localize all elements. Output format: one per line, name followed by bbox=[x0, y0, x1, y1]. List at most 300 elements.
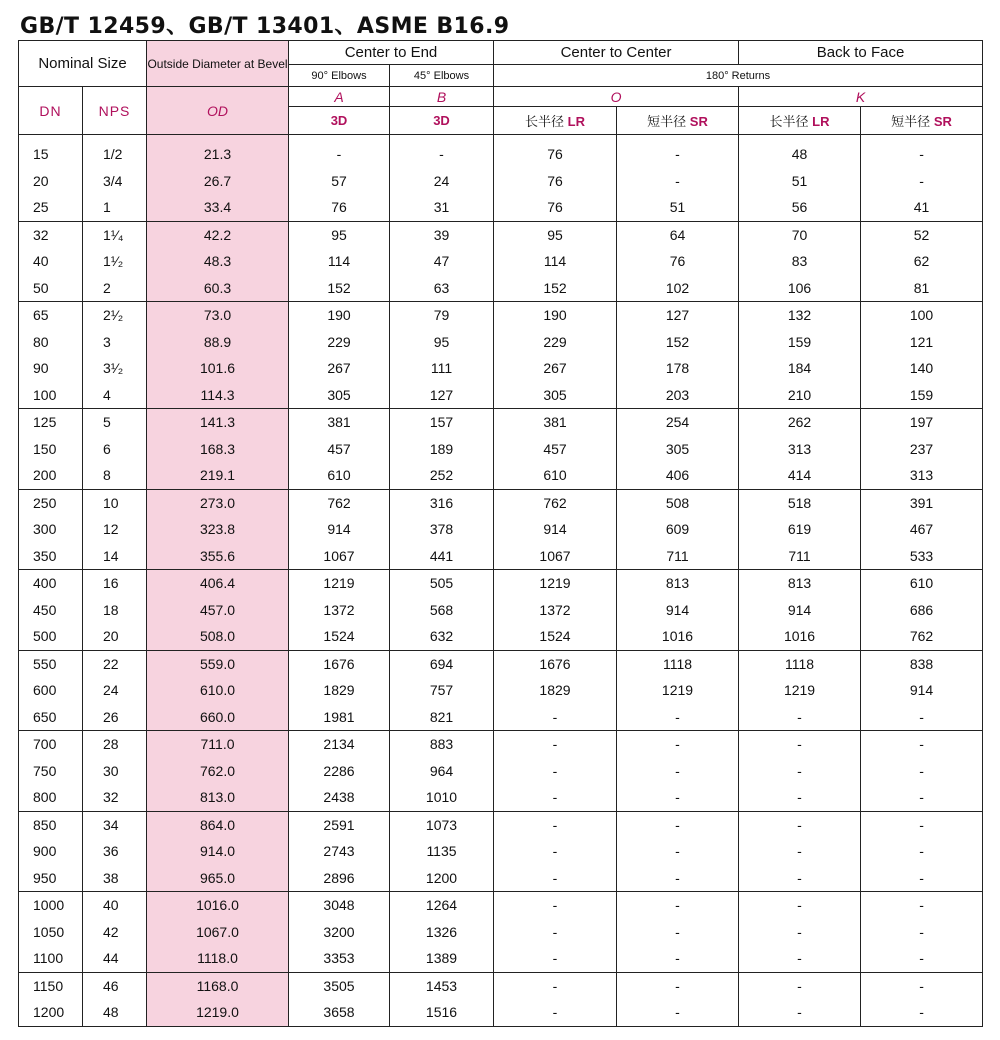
cell-od: 660.0 bbox=[147, 704, 289, 731]
cell-b-3d: 316 bbox=[390, 489, 494, 516]
cell-o-sr: - bbox=[617, 811, 739, 838]
cell-o-sr: 152 bbox=[617, 329, 739, 356]
cell-o-sr: - bbox=[617, 784, 739, 811]
cell-od: 168.3 bbox=[147, 436, 289, 463]
cell-k-sr: - bbox=[861, 168, 983, 195]
cell-k-lr: 619 bbox=[739, 516, 861, 543]
cell-b-3d: 157 bbox=[390, 409, 494, 436]
cell-k-sr: - bbox=[861, 838, 983, 865]
cell-k-lr: - bbox=[739, 945, 861, 972]
cell-k-sr: - bbox=[861, 704, 983, 731]
cell-b-3d: 63 bbox=[390, 275, 494, 302]
cell-k-sr: 81 bbox=[861, 275, 983, 302]
cell-o-lr: - bbox=[494, 838, 617, 865]
cell-dn: 800 bbox=[19, 784, 83, 811]
cell-k-sr: 762 bbox=[861, 623, 983, 650]
cell-b-3d: 821 bbox=[390, 704, 494, 731]
cell-dn: 300 bbox=[19, 516, 83, 543]
cell-nps: 20 bbox=[83, 623, 147, 650]
cell-dn: 90 bbox=[19, 355, 83, 382]
cell-o-lr: 267 bbox=[494, 355, 617, 382]
cell-nps: 18 bbox=[83, 597, 147, 624]
cell-k-lr: 56 bbox=[739, 194, 861, 221]
cell-dn: 80 bbox=[19, 329, 83, 356]
cell-o-sr: - bbox=[617, 135, 739, 168]
cell-dn: 350 bbox=[19, 543, 83, 570]
cell-o-lr: - bbox=[494, 784, 617, 811]
cell-o-sr: 102 bbox=[617, 275, 739, 302]
cell-od: 864.0 bbox=[147, 811, 289, 838]
header-outside-diameter: Outside Diameter at Bevel bbox=[147, 41, 289, 87]
cell-o-lr: 1524 bbox=[494, 623, 617, 650]
cell-nps: 22 bbox=[83, 650, 147, 677]
cell-k-sr: 41 bbox=[861, 194, 983, 221]
cell-b-3d: 95 bbox=[390, 329, 494, 356]
cell-b-3d: 1326 bbox=[390, 919, 494, 946]
table-row bbox=[19, 623, 983, 650]
table-row bbox=[19, 704, 983, 731]
cell-k-sr: 237 bbox=[861, 436, 983, 463]
cell-k-lr: 1219 bbox=[739, 677, 861, 704]
table-row bbox=[19, 758, 983, 785]
cell-a-3d: 1829 bbox=[289, 677, 390, 704]
cell-o-sr: - bbox=[617, 919, 739, 946]
cell-o-sr: 76 bbox=[617, 248, 739, 275]
cell-o-lr: 914 bbox=[494, 516, 617, 543]
cell-od: 1168.0 bbox=[147, 972, 289, 999]
cell-o-lr: 1676 bbox=[494, 650, 617, 677]
header-b: B bbox=[390, 87, 494, 107]
cell-dn: 32 bbox=[19, 221, 83, 248]
cell-o-sr: - bbox=[617, 865, 739, 892]
cell-o-sr: 51 bbox=[617, 194, 739, 221]
cell-od: 48.3 bbox=[147, 248, 289, 275]
cell-b-3d: 568 bbox=[390, 597, 494, 624]
cell-dn: 1100 bbox=[19, 945, 83, 972]
cell-o-lr: - bbox=[494, 972, 617, 999]
table-row bbox=[19, 355, 983, 382]
cell-a-3d: 1219 bbox=[289, 570, 390, 597]
cell-b-3d: 79 bbox=[390, 302, 494, 329]
cell-od: 88.9 bbox=[147, 329, 289, 356]
cell-od: 1118.0 bbox=[147, 945, 289, 972]
cell-a-3d: 2896 bbox=[289, 865, 390, 892]
cell-od: 1016.0 bbox=[147, 892, 289, 919]
table-row bbox=[19, 248, 983, 275]
cell-od: 26.7 bbox=[147, 168, 289, 195]
cell-o-sr: 1219 bbox=[617, 677, 739, 704]
cell-k-sr: - bbox=[861, 945, 983, 972]
cell-b-3d: 441 bbox=[390, 543, 494, 570]
cell-od: 73.0 bbox=[147, 302, 289, 329]
cell-a-3d: 57 bbox=[289, 168, 390, 195]
cell-a-3d: 229 bbox=[289, 329, 390, 356]
cell-o-sr: - bbox=[617, 945, 739, 972]
cell-a-3d: 152 bbox=[289, 275, 390, 302]
cell-a-3d: 3505 bbox=[289, 972, 390, 999]
cell-b-3d: 1516 bbox=[390, 999, 494, 1026]
cell-nps: 1¹⁄₄ bbox=[83, 221, 147, 248]
cell-k-lr: 711 bbox=[739, 543, 861, 570]
cell-o-lr: 305 bbox=[494, 382, 617, 409]
cell-k-sr: - bbox=[861, 135, 983, 168]
cell-dn: 550 bbox=[19, 650, 83, 677]
table-row bbox=[19, 892, 983, 919]
cell-o-sr: 508 bbox=[617, 489, 739, 516]
cell-b-3d: 1200 bbox=[390, 865, 494, 892]
table-row bbox=[19, 275, 983, 302]
cell-k-lr: 518 bbox=[739, 489, 861, 516]
row-group bbox=[19, 650, 983, 731]
cell-k-lr: 1118 bbox=[739, 650, 861, 677]
table-row bbox=[19, 919, 983, 946]
cell-nps: 28 bbox=[83, 731, 147, 758]
cell-b-3d: 1453 bbox=[390, 972, 494, 999]
cell-o-sr: 813 bbox=[617, 570, 739, 597]
cell-nps: 40 bbox=[83, 892, 147, 919]
cell-o-sr: 711 bbox=[617, 543, 739, 570]
cell-o-sr: 203 bbox=[617, 382, 739, 409]
table-row bbox=[19, 597, 983, 624]
cell-o-lr: - bbox=[494, 704, 617, 731]
cell-k-sr: - bbox=[861, 865, 983, 892]
cell-o-lr: 229 bbox=[494, 329, 617, 356]
row-group bbox=[19, 731, 983, 812]
header-returns-180: 180° Returns bbox=[494, 65, 983, 87]
cell-k-sr: - bbox=[861, 758, 983, 785]
cell-nps: 34 bbox=[83, 811, 147, 838]
cell-o-sr: 1118 bbox=[617, 650, 739, 677]
cell-o-sr: 1016 bbox=[617, 623, 739, 650]
cell-a-3d: 2438 bbox=[289, 784, 390, 811]
cell-a-3d: 2134 bbox=[289, 731, 390, 758]
cell-k-lr: 184 bbox=[739, 355, 861, 382]
cell-b-3d: - bbox=[390, 135, 494, 168]
cell-nps: 16 bbox=[83, 570, 147, 597]
header-a-3d: 3D bbox=[289, 107, 390, 135]
cell-b-3d: 1135 bbox=[390, 838, 494, 865]
row-group bbox=[19, 892, 983, 973]
row-group bbox=[19, 811, 983, 892]
cell-dn: 700 bbox=[19, 731, 83, 758]
table-row bbox=[19, 865, 983, 892]
cell-o-sr: - bbox=[617, 704, 739, 731]
cell-b-3d: 252 bbox=[390, 462, 494, 489]
cell-k-lr: 414 bbox=[739, 462, 861, 489]
cell-k-sr: 686 bbox=[861, 597, 983, 624]
cell-dn: 50 bbox=[19, 275, 83, 302]
cell-nps: 30 bbox=[83, 758, 147, 785]
table-row bbox=[19, 543, 983, 570]
cell-o-lr: 1372 bbox=[494, 597, 617, 624]
cell-a-3d: 381 bbox=[289, 409, 390, 436]
cell-dn: 900 bbox=[19, 838, 83, 865]
table-row bbox=[19, 972, 983, 999]
cell-k-sr: - bbox=[861, 999, 983, 1026]
header-k-lr: 长半径 LR bbox=[739, 107, 861, 135]
cell-nps: 2 bbox=[83, 275, 147, 302]
cell-k-lr: - bbox=[739, 704, 861, 731]
cell-k-lr: - bbox=[739, 919, 861, 946]
cell-k-sr: - bbox=[861, 811, 983, 838]
cell-k-sr: - bbox=[861, 784, 983, 811]
cell-od: 559.0 bbox=[147, 650, 289, 677]
cell-od: 101.6 bbox=[147, 355, 289, 382]
cell-dn: 750 bbox=[19, 758, 83, 785]
cell-nps: 36 bbox=[83, 838, 147, 865]
cell-od: 914.0 bbox=[147, 838, 289, 865]
cell-b-3d: 189 bbox=[390, 436, 494, 463]
cell-nps: 44 bbox=[83, 945, 147, 972]
cell-k-lr: 813 bbox=[739, 570, 861, 597]
cell-dn: 20 bbox=[19, 168, 83, 195]
cell-o-lr: 1067 bbox=[494, 543, 617, 570]
header-k: K bbox=[739, 87, 983, 107]
cell-nps: 24 bbox=[83, 677, 147, 704]
cell-k-lr: - bbox=[739, 758, 861, 785]
cell-nps: 6 bbox=[83, 436, 147, 463]
table-row bbox=[19, 221, 983, 248]
cell-od: 42.2 bbox=[147, 221, 289, 248]
cell-k-lr: - bbox=[739, 865, 861, 892]
table-row bbox=[19, 516, 983, 543]
cell-o-lr: 381 bbox=[494, 409, 617, 436]
cell-o-lr: - bbox=[494, 811, 617, 838]
table-row bbox=[19, 409, 983, 436]
cell-b-3d: 127 bbox=[390, 382, 494, 409]
header-k-sr: 短半径 SR bbox=[861, 107, 983, 135]
cell-k-lr: 262 bbox=[739, 409, 861, 436]
cell-dn: 40 bbox=[19, 248, 83, 275]
table-row bbox=[19, 945, 983, 972]
dimensions-table bbox=[18, 40, 983, 1027]
cell-b-3d: 24 bbox=[390, 168, 494, 195]
cell-od: 33.4 bbox=[147, 194, 289, 221]
cell-k-sr: 467 bbox=[861, 516, 983, 543]
cell-nps: 46 bbox=[83, 972, 147, 999]
cell-k-sr: 100 bbox=[861, 302, 983, 329]
cell-k-lr: 914 bbox=[739, 597, 861, 624]
cell-dn: 1150 bbox=[19, 972, 83, 999]
cell-a-3d: 76 bbox=[289, 194, 390, 221]
cell-k-lr: - bbox=[739, 838, 861, 865]
header-od: OD bbox=[147, 87, 289, 135]
header-center-to-end: Center to End bbox=[289, 41, 494, 65]
cell-o-lr: 76 bbox=[494, 135, 617, 168]
cell-nps: 14 bbox=[83, 543, 147, 570]
table-row bbox=[19, 731, 983, 758]
cell-k-lr: 313 bbox=[739, 436, 861, 463]
cell-k-sr: 62 bbox=[861, 248, 983, 275]
header-back-to-face: Back to Face bbox=[739, 41, 983, 65]
cell-o-sr: - bbox=[617, 892, 739, 919]
header-nominal-size: Nominal Size bbox=[19, 41, 147, 87]
header-elbows-45: 45° Elbows bbox=[390, 65, 494, 87]
cell-o-sr: 609 bbox=[617, 516, 739, 543]
cell-a-3d: 305 bbox=[289, 382, 390, 409]
cell-a-3d: 95 bbox=[289, 221, 390, 248]
cell-dn: 25 bbox=[19, 194, 83, 221]
cell-o-lr: 1219 bbox=[494, 570, 617, 597]
cell-dn: 65 bbox=[19, 302, 83, 329]
cell-od: 457.0 bbox=[147, 597, 289, 624]
cell-o-sr: - bbox=[617, 731, 739, 758]
cell-b-3d: 47 bbox=[390, 248, 494, 275]
cell-nps: 1 bbox=[83, 194, 147, 221]
cell-dn: 450 bbox=[19, 597, 83, 624]
cell-o-lr: - bbox=[494, 731, 617, 758]
page-title: GB/T 12459、GB/T 13401、ASME B16.9 bbox=[20, 14, 510, 39]
cell-o-sr: 64 bbox=[617, 221, 739, 248]
cell-o-sr: 914 bbox=[617, 597, 739, 624]
cell-b-3d: 1264 bbox=[390, 892, 494, 919]
header-dn: DN bbox=[19, 87, 83, 135]
cell-nps: 1/2 bbox=[83, 135, 147, 168]
cell-o-lr: - bbox=[494, 945, 617, 972]
table-row bbox=[19, 329, 983, 356]
header-o-sr: 短半径 SR bbox=[617, 107, 739, 135]
cell-k-sr: 914 bbox=[861, 677, 983, 704]
cell-od: 508.0 bbox=[147, 623, 289, 650]
cell-a-3d: 2286 bbox=[289, 758, 390, 785]
cell-od: 1067.0 bbox=[147, 919, 289, 946]
cell-k-lr: 51 bbox=[739, 168, 861, 195]
cell-nps: 38 bbox=[83, 865, 147, 892]
cell-nps: 3/4 bbox=[83, 168, 147, 195]
table-row bbox=[19, 382, 983, 409]
table-row bbox=[19, 489, 983, 516]
cell-k-sr: 121 bbox=[861, 329, 983, 356]
header-a: A bbox=[289, 87, 390, 107]
header-center-to-center: Center to Center bbox=[494, 41, 739, 65]
cell-k-lr: 70 bbox=[739, 221, 861, 248]
cell-dn: 150 bbox=[19, 436, 83, 463]
cell-od: 610.0 bbox=[147, 677, 289, 704]
cell-o-lr: 152 bbox=[494, 275, 617, 302]
cell-k-sr: 391 bbox=[861, 489, 983, 516]
cell-o-lr: 1829 bbox=[494, 677, 617, 704]
cell-a-3d: 610 bbox=[289, 462, 390, 489]
cell-k-lr: - bbox=[739, 731, 861, 758]
header-o: O bbox=[494, 87, 739, 107]
table-row bbox=[19, 677, 983, 704]
cell-dn: 500 bbox=[19, 623, 83, 650]
cell-k-lr: 210 bbox=[739, 382, 861, 409]
header-o-lr: 长半径 LR bbox=[494, 107, 617, 135]
row-group bbox=[19, 302, 983, 409]
cell-o-lr: 762 bbox=[494, 489, 617, 516]
cell-o-sr: 127 bbox=[617, 302, 739, 329]
cell-a-3d: 3658 bbox=[289, 999, 390, 1026]
cell-k-lr: - bbox=[739, 784, 861, 811]
cell-o-sr: - bbox=[617, 168, 739, 195]
cell-a-3d: 2591 bbox=[289, 811, 390, 838]
cell-od: 21.3 bbox=[147, 135, 289, 168]
table-row bbox=[19, 811, 983, 838]
cell-dn: 250 bbox=[19, 489, 83, 516]
cell-nps: 4 bbox=[83, 382, 147, 409]
cell-o-lr: 76 bbox=[494, 194, 617, 221]
cell-k-sr: - bbox=[861, 919, 983, 946]
cell-k-lr: 132 bbox=[739, 302, 861, 329]
cell-od: 219.1 bbox=[147, 462, 289, 489]
cell-a-3d: 1524 bbox=[289, 623, 390, 650]
cell-nps: 3 bbox=[83, 329, 147, 356]
cell-nps: 42 bbox=[83, 919, 147, 946]
cell-od: 762.0 bbox=[147, 758, 289, 785]
cell-nps: 48 bbox=[83, 999, 147, 1026]
header-elbows-90: 90° Elbows bbox=[289, 65, 390, 87]
cell-dn: 1000 bbox=[19, 892, 83, 919]
cell-a-3d: 114 bbox=[289, 248, 390, 275]
cell-a-3d: 3200 bbox=[289, 919, 390, 946]
table-row bbox=[19, 462, 983, 489]
cell-b-3d: 1010 bbox=[390, 784, 494, 811]
cell-o-lr: - bbox=[494, 865, 617, 892]
cell-k-sr: 159 bbox=[861, 382, 983, 409]
cell-k-sr: 197 bbox=[861, 409, 983, 436]
cell-nps: 2¹⁄₂ bbox=[83, 302, 147, 329]
cell-b-3d: 1073 bbox=[390, 811, 494, 838]
cell-dn: 1050 bbox=[19, 919, 83, 946]
cell-od: 60.3 bbox=[147, 275, 289, 302]
cell-k-sr: - bbox=[861, 731, 983, 758]
cell-o-sr: - bbox=[617, 972, 739, 999]
table-row bbox=[19, 194, 983, 221]
cell-dn: 950 bbox=[19, 865, 83, 892]
cell-o-sr: 254 bbox=[617, 409, 739, 436]
cell-a-3d: 762 bbox=[289, 489, 390, 516]
row-group bbox=[19, 221, 983, 302]
cell-od: 813.0 bbox=[147, 784, 289, 811]
cell-od: 711.0 bbox=[147, 731, 289, 758]
cell-k-sr: 313 bbox=[861, 462, 983, 489]
cell-dn: 15 bbox=[19, 135, 83, 168]
cell-nps: 5 bbox=[83, 409, 147, 436]
cell-o-lr: 190 bbox=[494, 302, 617, 329]
cell-o-lr: 95 bbox=[494, 221, 617, 248]
cell-od: 406.4 bbox=[147, 570, 289, 597]
cell-b-3d: 632 bbox=[390, 623, 494, 650]
cell-k-sr: 838 bbox=[861, 650, 983, 677]
table-row bbox=[19, 135, 983, 168]
cell-o-lr: - bbox=[494, 999, 617, 1026]
cell-od: 114.3 bbox=[147, 382, 289, 409]
cell-od: 141.3 bbox=[147, 409, 289, 436]
cell-k-lr: - bbox=[739, 811, 861, 838]
cell-k-lr: - bbox=[739, 999, 861, 1026]
cell-dn: 650 bbox=[19, 704, 83, 731]
cell-b-3d: 39 bbox=[390, 221, 494, 248]
cell-nps: 32 bbox=[83, 784, 147, 811]
cell-o-lr: 457 bbox=[494, 436, 617, 463]
cell-o-lr: 76 bbox=[494, 168, 617, 195]
cell-nps: 8 bbox=[83, 462, 147, 489]
cell-o-sr: 406 bbox=[617, 462, 739, 489]
cell-dn: 100 bbox=[19, 382, 83, 409]
cell-o-sr: - bbox=[617, 838, 739, 865]
cell-o-sr: - bbox=[617, 999, 739, 1026]
cell-k-lr: 48 bbox=[739, 135, 861, 168]
cell-dn: 400 bbox=[19, 570, 83, 597]
table-row bbox=[19, 436, 983, 463]
cell-k-sr: 533 bbox=[861, 543, 983, 570]
cell-k-sr: 610 bbox=[861, 570, 983, 597]
cell-o-lr: - bbox=[494, 758, 617, 785]
header-b-3d: 3D bbox=[390, 107, 494, 135]
cell-k-lr: 1016 bbox=[739, 623, 861, 650]
cell-o-sr: 305 bbox=[617, 436, 739, 463]
